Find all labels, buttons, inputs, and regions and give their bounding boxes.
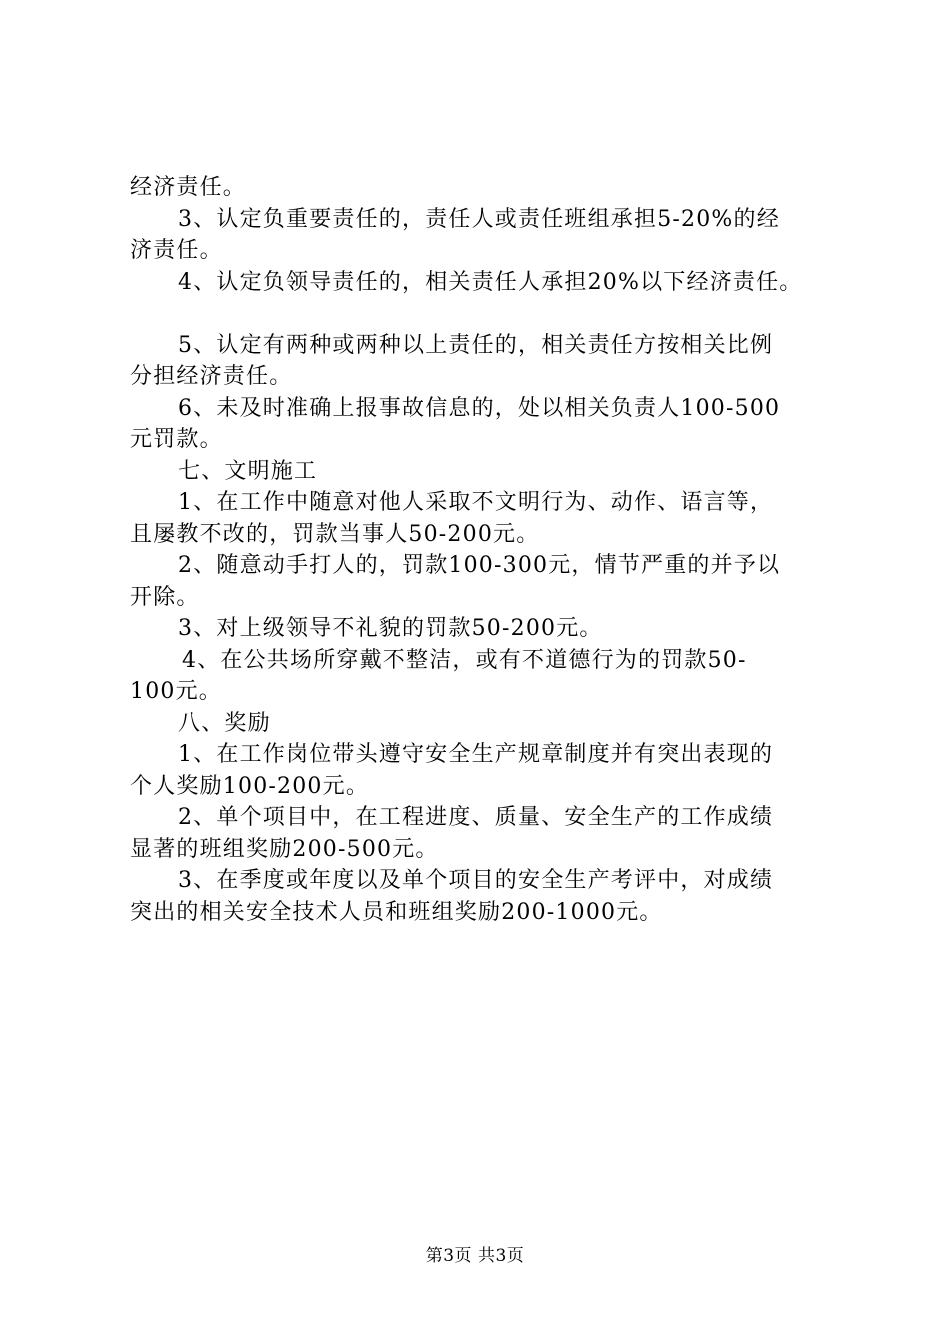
paragraph-line: 1、在工作中随意对他人采取不文明行为、动作、语言等， — [178, 490, 774, 515]
paragraph-line: 开除。 — [130, 584, 200, 610]
paragraph-line: 100元。 — [130, 679, 222, 704]
blank-line — [130, 298, 840, 330]
paragraph-line: 2、单个项目中，在工程进度、质量、安全生产的工作成绩 — [178, 805, 774, 830]
paragraph-line: 个人奖励100-200元。 — [130, 773, 370, 799]
paragraph-line: 且屡教不改的，罚款当事人50-200元。 — [130, 521, 540, 547]
paragraph-line: 2、随意动手打人的，罚款100-300元，情节严重的并予以 — [178, 553, 781, 578]
paragraph-line: 1、在工作岗位带头遵守安全生产规章制度并有突出表现的 — [178, 742, 774, 767]
section-heading: 七、文明施工 — [178, 458, 318, 484]
paragraph-line: 5、认定有两种或两种以上责任的，相关责任方按相关比例 — [178, 332, 774, 358]
paragraph-line: 4、认定负领导责任的，相关责任人承担20%以下经济责任。 — [178, 269, 803, 295]
paragraph-line: 分担经济责任。 — [130, 364, 293, 389]
paragraph-line: 4、在公共场所穿戴不整洁，或有不道德行为的罚款50- — [182, 647, 747, 673]
document-body — [130, 172, 840, 928]
paragraph-line: 3、认定负重要责任的，责任人或责任班组承担5-20%的经 — [178, 206, 780, 232]
paragraph-line: 3、对上级领导不礼貌的罚款50-200元。 — [178, 616, 603, 641]
paragraph-line: 经济责任。 — [130, 175, 247, 200]
page-number-label: 第3页 共3页 — [425, 1246, 525, 1266]
page-footer — [0, 1244, 950, 1268]
paragraph-line: 显著的班组奖励200-500元。 — [130, 836, 439, 862]
paragraph-line: 济责任。 — [130, 238, 223, 263]
paragraph-line: 突出的相关安全技术人员和班组奖励200-1000元。 — [130, 899, 663, 925]
paragraph-line: 3、在季度或年度以及单个项目的安全生产考评中，对成绩 — [178, 868, 774, 893]
paragraph-line: 6、未及时准确上报事故信息的，处以相关负责人100-500 — [178, 395, 781, 421]
paragraph-line: 元罚款。 — [130, 427, 223, 452]
section-heading: 八、奖励 — [178, 710, 271, 736]
